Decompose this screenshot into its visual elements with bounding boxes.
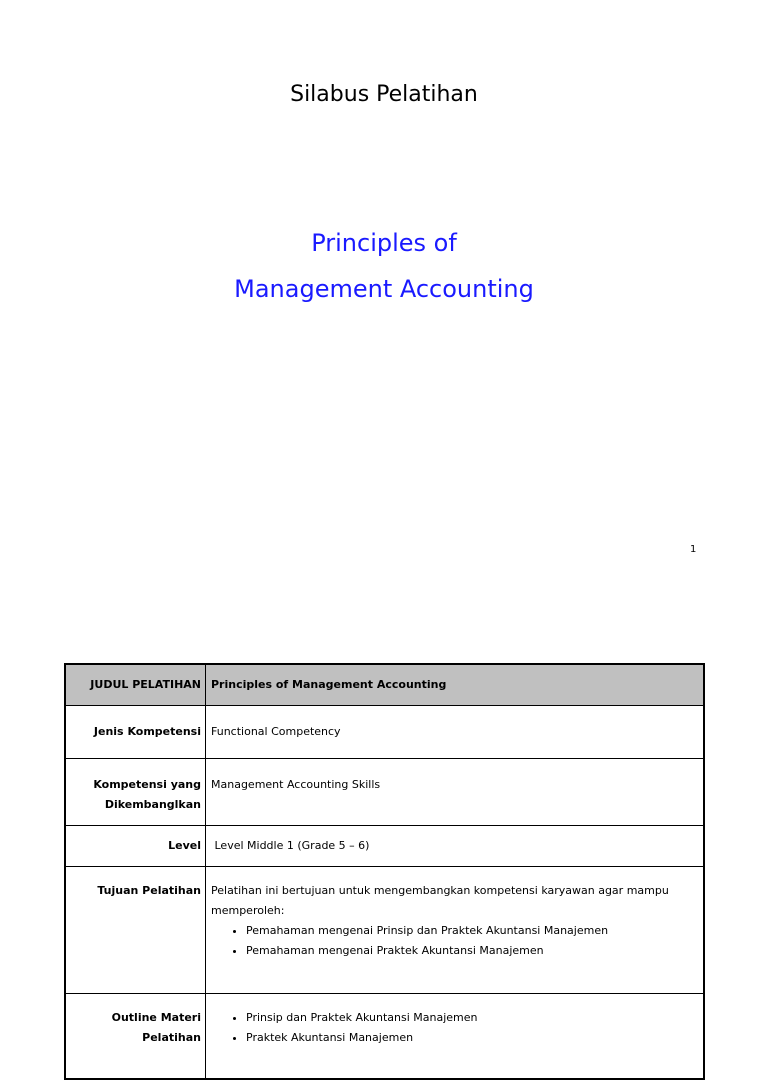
list-item: • Pemahaman mengenai Praktek Akuntansi Manajemen — [246, 941, 697, 961]
tujuan-list — [211, 921, 697, 961]
list-item: • Pemahaman mengenai Prinsip dan Praktek Akuntansi Manajemen — [246, 921, 697, 941]
jenis-value: Functional Competency — [206, 706, 705, 759]
table-row-tujuan — [65, 867, 704, 994]
level-value — [206, 826, 705, 867]
kompetensi-label-line-1: Kompetensi yang — [93, 778, 201, 791]
page-number: 1 — [690, 544, 697, 555]
jenis-label: Jenis Kompetensi — [65, 706, 206, 759]
kompetensi-label-line-2: Dikembanglkan — [104, 798, 201, 811]
table-row-jenis — [65, 706, 704, 759]
kompetensi-label — [65, 759, 206, 826]
list-item: • Praktek Akuntansi Manajemen — [246, 1028, 697, 1048]
list-item: • Prinsip dan Praktek Akuntansi Manajemen — [246, 1008, 697, 1028]
table-row-judul — [65, 664, 704, 706]
level-label: Level — [65, 826, 206, 867]
tujuan-label: Tujuan Pelatihan — [65, 867, 206, 994]
course-title-line-2: Management Accounting — [234, 275, 534, 303]
outline-value — [206, 994, 705, 1080]
level-value-text: Level Middle 1 (Grade 5 – 6) — [214, 839, 370, 852]
outline-label-line-2: Pelatihan — [142, 1031, 201, 1044]
judul-label: JUDUL PELATIHAN — [65, 664, 206, 706]
table-row-outline — [65, 994, 704, 1080]
tujuan-intro: Pelatihan ini bertujuan untuk mengembangkan kompetensi karyawan agar mampu memperoleh: — [211, 884, 669, 917]
outline-label — [65, 994, 206, 1080]
judul-value: Principles of Management Accounting — [206, 664, 705, 706]
outline-label-line-1: Outline Materi — [111, 1011, 201, 1024]
kompetensi-value: Management Accounting Skills — [206, 759, 705, 826]
table-row-kompetensi — [65, 759, 704, 826]
tujuan-value — [206, 867, 705, 994]
document-title: Silabus Pelatihan — [290, 82, 478, 107]
table-row-level — [65, 826, 704, 867]
course-title-line-1: Principles of — [311, 229, 457, 257]
outline-list — [211, 1008, 697, 1048]
syllabus-table — [64, 663, 705, 1080]
